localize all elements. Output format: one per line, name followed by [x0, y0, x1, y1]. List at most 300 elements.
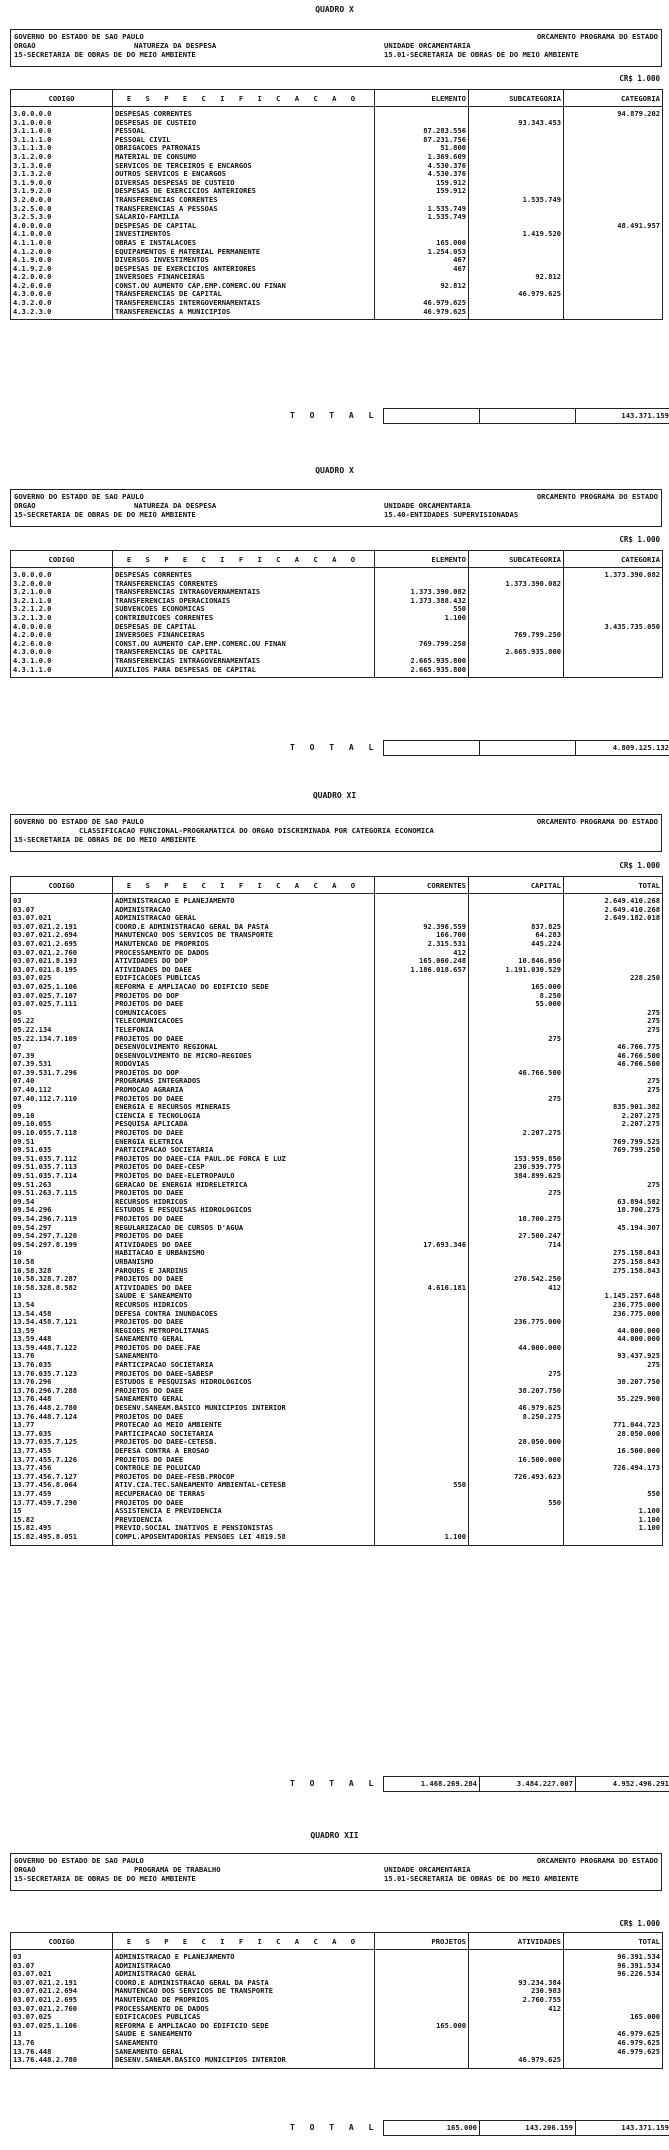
cell-value-1: 467 — [375, 265, 469, 274]
cell-value-1: 1.100 — [375, 614, 469, 623]
cell-value-1: 4.616.181 — [375, 1284, 469, 1293]
table-row — [11, 983, 663, 992]
cell-codigo: 09.51 — [11, 1138, 113, 1147]
cell-codigo: 13.54.458 — [11, 1310, 113, 1319]
cell-especificacao: EDIFICACOES PUBLICAS — [113, 974, 375, 983]
cell-value-3 — [564, 1987, 663, 1996]
table-row — [11, 623, 663, 632]
table-row — [11, 1996, 663, 2005]
cell-value-3: 236.775.000 — [564, 1310, 663, 1319]
cell-codigo: 07.40.112 — [11, 1086, 113, 1095]
cell-value-1 — [375, 1112, 469, 1121]
cell-especificacao: PROJETOS DO DAEE — [113, 1189, 375, 1198]
cell-value-3: 28.050.000 — [564, 1430, 663, 1439]
cell-value-1 — [375, 1043, 469, 1052]
cell-especificacao: PROJETOS DO DAEE — [113, 1275, 375, 1284]
cell-codigo: 13.54.458.7.121 — [11, 1318, 113, 1327]
cell-value-2: 44.000.000 — [469, 1344, 564, 1353]
cell-codigo: 13.76.448 — [11, 2048, 113, 2057]
col-header-codigo: CODIGO — [11, 877, 113, 894]
cell-especificacao: SAUDE E SANEAMENTO — [113, 2030, 375, 2039]
cell-codigo: 13.77.035.7.125 — [11, 1438, 113, 1447]
cell-value-2: 275 — [469, 1189, 564, 1198]
cell-value-1 — [375, 1138, 469, 1147]
cell-especificacao: ATIVIDADES DO DAEE — [113, 1241, 375, 1250]
cell-value-1 — [375, 1095, 469, 1104]
orgao-label: ORGAO — [14, 41, 36, 50]
cell-value-1 — [375, 631, 469, 640]
cell-value-2 — [469, 239, 564, 248]
cell-value-2 — [469, 222, 564, 231]
cell-codigo: 4.2.6.0.0 — [11, 282, 113, 291]
cell-especificacao: TRANSFERENCIAS INTERGOVERNAMENTAIS — [113, 299, 375, 308]
cell-value-1 — [375, 1473, 469, 1482]
cell-especificacao: PROCESSAMENTO DE DADOS — [113, 2005, 375, 2014]
cell-value-3: 2.207.275 — [564, 1120, 663, 1129]
orcamento-label: ORCAMENTO PROGRAMA DO ESTADO — [536, 817, 658, 826]
cell-value-2 — [469, 1395, 564, 1404]
cell-value-2 — [469, 1490, 564, 1499]
table-row — [11, 1421, 663, 1430]
cell-value-1 — [375, 1017, 469, 1026]
cell-value-3: 94.879.202 — [564, 107, 663, 119]
cell-especificacao: DESPESAS CORRENTES — [113, 568, 375, 580]
cell-value-3 — [564, 1413, 663, 1422]
cell-value-3 — [564, 1189, 663, 1198]
cell-value-2 — [469, 894, 564, 906]
cell-value-1 — [375, 1163, 469, 1172]
col-header-categoria: CATEGORIA — [564, 551, 663, 568]
col-header-subcategoria: SUBCATEGORIA — [469, 551, 564, 568]
cell-value-1 — [375, 1464, 469, 1473]
cell-value-1 — [375, 1129, 469, 1138]
cell-value-2 — [469, 127, 564, 136]
cell-value-3: 275.158.843 — [564, 1267, 663, 1276]
table-row — [11, 1481, 663, 1490]
cell-especificacao: MATERIAL DE CONSUMO — [113, 153, 375, 162]
cell-value-3 — [564, 1456, 663, 1465]
cell-value-1 — [375, 1344, 469, 1353]
cell-especificacao: DESENV.SANEAM.BASICO MUNICIPIOS INTERIOR — [113, 1404, 375, 1413]
cell-codigo: 05.22.134 — [11, 1026, 113, 1035]
cell-value-3 — [564, 187, 663, 196]
cell-value-3 — [564, 1215, 663, 1224]
cell-value-3 — [564, 992, 663, 1001]
cell-codigo: 13.76.035.7.123 — [11, 1370, 113, 1379]
cell-codigo: 3.2.1.1.0 — [11, 597, 113, 606]
cell-value-2: 1.419.520 — [469, 230, 564, 239]
cell-value-3: 46.766.500 — [564, 1060, 663, 1069]
cell-value-3 — [564, 144, 663, 153]
table-row — [11, 1499, 663, 1508]
cell-especificacao: PROJETOS DO DAEE.FAE — [113, 1344, 375, 1353]
cell-value-2 — [469, 1421, 564, 1430]
cell-codigo: 03 — [11, 1950, 113, 1962]
cell-value-2 — [469, 914, 564, 923]
cell-codigo: 13.54 — [11, 1301, 113, 1310]
table-row — [11, 162, 663, 171]
cell-especificacao: TRANSFERENCIAS DE CAPITAL — [113, 648, 375, 657]
cell-value-1: 1.186.018.657 — [375, 966, 469, 975]
col-header-correntes: CORRENTES — [375, 877, 469, 894]
cell-especificacao: SANEAMENTO GERAL — [113, 1335, 375, 1344]
cell-especificacao: TRANSFERENCIAS A MUNICIPIOS — [113, 308, 375, 320]
cell-value-1 — [375, 2039, 469, 2048]
cell-value-3: 1.100 — [564, 1507, 663, 1516]
table-row — [11, 1043, 663, 1052]
cell-especificacao: ATIVIDADES DO DAEE — [113, 966, 375, 975]
table-row — [11, 127, 663, 136]
cell-value-1: 165.000 — [375, 239, 469, 248]
cell-value-2: 412 — [469, 2005, 564, 2014]
table-row — [11, 949, 663, 958]
cell-codigo: 13.76.296 — [11, 1378, 113, 1387]
report-name: PROGRAMA DE TRABALHO — [134, 1865, 221, 1874]
quadro-title: QUADRO X — [315, 466, 354, 475]
cell-value-3 — [564, 153, 663, 162]
cell-codigo: 03.07.021.2.695 — [11, 940, 113, 949]
cell-value-3 — [564, 1318, 663, 1327]
cell-codigo: 10.58 — [11, 1258, 113, 1267]
cell-value-1: 769.799.250 — [375, 640, 469, 649]
orgao-name: 15-SECRETARIA DE OBRAS DE DO MEIO AMBIENTE — [14, 835, 196, 844]
cell-value-3: 275 — [564, 1086, 663, 1095]
cell-value-1: 1.535.749 — [375, 213, 469, 222]
cell-value-1: 1.100 — [375, 1533, 469, 1545]
cell-codigo: 4.2.0.0.0 — [11, 273, 113, 282]
col-header-capital: CAPITAL — [469, 877, 564, 894]
cell-especificacao: SAUDE E SANEAMENTO — [113, 1292, 375, 1301]
cell-value-3 — [564, 170, 663, 179]
cell-value-1 — [375, 914, 469, 923]
cell-value-1 — [375, 1224, 469, 1233]
cell-value-1: 412 — [375, 949, 469, 958]
cell-especificacao: INVERSOES FINANCEIRAS — [113, 273, 375, 282]
cell-value-2 — [469, 248, 564, 257]
cell-value-2: 2.665.935.800 — [469, 648, 564, 657]
cell-value-3 — [564, 205, 663, 214]
cell-value-1 — [375, 1370, 469, 1379]
cell-codigo: 15.82.495.8.051 — [11, 1533, 113, 1545]
cell-value-1 — [375, 1361, 469, 1370]
cell-value-2 — [469, 1120, 564, 1129]
cell-value-1 — [375, 1524, 469, 1533]
cell-especificacao: PROTECAO AO MEIO AMBIENTE — [113, 1421, 375, 1430]
cell-value-3 — [564, 256, 663, 265]
gov-label: GOVERNO DO ESTADO DE SAO PAULO — [14, 32, 144, 41]
table-row — [11, 1077, 663, 1086]
cell-codigo: 03.07.025.7.111 — [11, 1000, 113, 1009]
table-row — [11, 1524, 663, 1533]
cell-codigo: 3.2.5.0.0 — [11, 205, 113, 214]
cell-value-1 — [375, 1035, 469, 1044]
cell-value-3 — [564, 1979, 663, 1988]
cell-especificacao: PROMOCAO AGRARIA — [113, 1086, 375, 1095]
table-row — [11, 605, 663, 614]
cell-codigo: 03.07.021.2.191 — [11, 1979, 113, 1988]
cell-value-1 — [375, 1996, 469, 2005]
cell-value-2: 2.760.755 — [469, 1996, 564, 2005]
table-row — [11, 1017, 663, 1026]
cell-especificacao: DESPESAS DE CUSTEIO — [113, 119, 375, 128]
cell-value-2 — [469, 1361, 564, 1370]
cell-value-3 — [564, 1499, 663, 1508]
table-row — [11, 1301, 663, 1310]
table-row — [11, 1516, 663, 1525]
cell-value-3 — [564, 2022, 663, 2031]
cell-value-1 — [375, 1413, 469, 1422]
cell-value-2 — [469, 1292, 564, 1301]
orcamento-label: ORCAMENTO PROGRAMA DO ESTADO — [536, 1856, 658, 1865]
unidade-label: UNIDADE ORCAMENTARIA — [384, 41, 471, 50]
cell-codigo: 4.1.0.0.0 — [11, 230, 113, 239]
cell-value-1 — [375, 1516, 469, 1525]
cell-especificacao: PROJETOS DO DAEE — [113, 1232, 375, 1241]
cell-value-3: 46.979.625 — [564, 2048, 663, 2057]
table-row — [11, 2030, 663, 2039]
cell-especificacao: RODOVIAS — [113, 1060, 375, 1069]
cell-codigo: 09.51.263.7.115 — [11, 1189, 113, 1198]
cell-value-3 — [564, 1241, 663, 1250]
cell-value-2: 16.500.000 — [469, 1456, 564, 1465]
cell-value-3 — [564, 230, 663, 239]
cell-especificacao: PROJETOS DO DAEE — [113, 1129, 375, 1138]
cell-value-2: 714 — [469, 1241, 564, 1250]
cell-value-1: 87.283.556 — [375, 127, 469, 136]
cell-value-2 — [469, 107, 564, 119]
cell-especificacao: DIVERSAS DESPESAS DE CUSTEIO — [113, 179, 375, 188]
cell-value-2: 46.979.625 — [469, 290, 564, 299]
cell-codigo: 13.76 — [11, 2039, 113, 2048]
cell-value-2 — [469, 1516, 564, 1525]
cell-value-1: 1.373.388.432 — [375, 597, 469, 606]
cell-codigo: 3.0.0.0.0 — [11, 107, 113, 119]
cell-value-3 — [564, 2056, 663, 2068]
cell-especificacao: EQUIPAMENTOS E MATERIAL PERMANENTE — [113, 248, 375, 257]
cell-value-2 — [469, 170, 564, 179]
cell-codigo: 13.77.456 — [11, 1464, 113, 1473]
cell-value-3 — [564, 597, 663, 606]
cell-codigo: 09.10 — [11, 1112, 113, 1121]
cell-codigo: 03.07.021 — [11, 1970, 113, 1979]
cell-value-3: 3.435.735.050 — [564, 623, 663, 632]
cell-codigo: 09.51.035.7.113 — [11, 1163, 113, 1172]
cell-value-1 — [375, 119, 469, 128]
cell-value-2 — [469, 1103, 564, 1112]
total-label: T O T A L — [290, 2123, 379, 2132]
cell-value-3 — [564, 1275, 663, 1284]
cell-codigo: 03.07.021.2.694 — [11, 931, 113, 940]
cell-value-1 — [375, 1378, 469, 1387]
cell-especificacao: RECURSOS HIDRICOS — [113, 1198, 375, 1207]
cell-especificacao: REFORMA E AMPLIACAO DO EDIFICIO SEDE — [113, 983, 375, 992]
cell-codigo: 09.54.296.7.119 — [11, 1215, 113, 1224]
cell-value-3 — [564, 127, 663, 136]
table-row — [11, 1181, 663, 1190]
cell-value-2 — [469, 605, 564, 614]
data-table — [10, 876, 663, 1546]
cell-value-3 — [564, 1996, 663, 2005]
table-row — [11, 1232, 663, 1241]
cell-especificacao: PROJETOS DO DOP — [113, 992, 375, 1001]
cell-value-1 — [375, 1267, 469, 1276]
cell-especificacao: SANEAMENTO — [113, 2039, 375, 2048]
cell-value-2: 46.766.500 — [469, 1069, 564, 1078]
total-correntes: 1.468.269.284 — [384, 1777, 480, 1791]
cell-codigo: 13.77.456.8.064 — [11, 1481, 113, 1490]
table-row — [11, 1464, 663, 1473]
cell-value-2: 230.983 — [469, 1987, 564, 1996]
table-row — [11, 1155, 663, 1164]
cell-value-2 — [469, 1962, 564, 1971]
table-row — [11, 906, 663, 915]
cell-especificacao: TRANSFERENCIAS INTRAGOVERNAMENTAIS — [113, 657, 375, 666]
cell-value-2: 18.700.275 — [469, 1215, 564, 1224]
table-row — [11, 1095, 663, 1104]
cell-value-1: 51.800 — [375, 144, 469, 153]
cell-especificacao: ESTUDOS E PESQUISAS HIDROLOGICOS — [113, 1378, 375, 1387]
cell-value-3 — [564, 631, 663, 640]
cell-value-3 — [564, 983, 663, 992]
cell-value-3: 46.766.775 — [564, 1043, 663, 1052]
cell-value-2: 27.500.247 — [469, 1232, 564, 1241]
cell-especificacao: ATIVIDADES DO DOP — [113, 957, 375, 966]
cell-especificacao: DIVERSOS INVESTIMENTOS — [113, 256, 375, 265]
cell-value-3 — [564, 588, 663, 597]
cell-value-2 — [469, 205, 564, 214]
table-row — [11, 2022, 663, 2031]
cell-value-3: 2.649.182.018 — [564, 914, 663, 923]
table-row — [11, 580, 663, 589]
quadro-title: QUADRO XI — [312, 791, 357, 800]
cell-codigo: 4.2.0.0.0 — [11, 631, 113, 640]
cell-codigo: 15.82.495 — [11, 1524, 113, 1533]
cell-value-3 — [564, 299, 663, 308]
cell-value-3 — [564, 239, 663, 248]
cell-value-1: 1.369.609 — [375, 153, 469, 162]
cell-codigo: 3.2.0.0.0 — [11, 580, 113, 589]
cell-value-3 — [564, 1232, 663, 1241]
cell-value-1 — [375, 1069, 469, 1078]
total-categoria: 143.371.159 — [621, 411, 669, 420]
cell-especificacao: CONST.OU AUMENTO CAP.EMP.COMERC.OU FINAN — [113, 282, 375, 291]
cell-value-2: 1.535.749 — [469, 196, 564, 205]
cell-value-3 — [564, 248, 663, 257]
orgao-name: 15-SECRETARIA DE OBRAS DE DO MEIO AMBIENTE — [14, 50, 196, 59]
table-row — [11, 1318, 663, 1327]
cell-value-2 — [469, 1481, 564, 1490]
table-row — [11, 914, 663, 923]
cell-especificacao: COMUNICACOES — [113, 1009, 375, 1018]
currency-unit: CR$ 1.000 — [619, 535, 660, 544]
cell-value-1 — [375, 1310, 469, 1319]
cell-value-2: 236.775.000 — [469, 1318, 564, 1327]
cell-value-3: 2.207.275 — [564, 1112, 663, 1121]
cell-value-1 — [375, 1395, 469, 1404]
table-header-row — [11, 1933, 663, 1950]
cell-value-2 — [469, 1533, 564, 1545]
table-row — [11, 248, 663, 257]
cell-codigo: 4.2.6.0.0 — [11, 640, 113, 649]
cell-value-3 — [564, 265, 663, 274]
cell-value-2 — [469, 1352, 564, 1361]
table-header-row — [11, 877, 663, 894]
cell-value-1 — [375, 1060, 469, 1069]
cell-value-3: 275 — [564, 1009, 663, 1018]
cell-value-2: 165.000 — [469, 983, 564, 992]
table-row — [11, 1249, 663, 1258]
cell-value-2 — [469, 1198, 564, 1207]
cell-value-2: 28.050.000 — [469, 1438, 564, 1447]
orgao-name: 15-SECRETARIA DE OBRAS DE DO MEIO AMBIENTE — [14, 510, 196, 519]
cell-value-3: 1.100 — [564, 1516, 663, 1525]
cell-value-1: 1.254.053 — [375, 248, 469, 257]
cell-value-3 — [564, 1163, 663, 1172]
table-row — [11, 1310, 663, 1319]
cell-value-2 — [469, 187, 564, 196]
cell-value-3 — [564, 1035, 663, 1044]
cell-especificacao: COORD.E ADMINISTRACAO GERAL DA PASTA — [113, 923, 375, 932]
cell-codigo: 09.51.263 — [11, 1181, 113, 1190]
cell-value-3 — [564, 923, 663, 932]
cell-codigo: 10.58.328.7.287 — [11, 1275, 113, 1284]
cell-value-1: 166.700 — [375, 931, 469, 940]
cell-codigo: 03.07.021 — [11, 914, 113, 923]
cell-codigo: 4.3.1.0.0 — [11, 657, 113, 666]
total-categoria: 4.809.125.132 — [612, 743, 669, 752]
table-row — [11, 1361, 663, 1370]
cell-codigo: 03.07.025.7.107 — [11, 992, 113, 1001]
cell-especificacao: PROJETOS DO DAEE — [113, 1095, 375, 1104]
cell-codigo: 13.77.455 — [11, 1447, 113, 1456]
cell-especificacao: PROJETOS DO DAEE — [113, 1000, 375, 1009]
cell-especificacao: ADMINISTRACAO GERAL — [113, 1970, 375, 1979]
cell-value-3 — [564, 1387, 663, 1396]
cell-especificacao: COMPL.APOSENTADORIAS PENSOES LEI 4819.58 — [113, 1533, 375, 1545]
table-row — [11, 1275, 663, 1284]
cell-value-2: 384.899.625 — [469, 1172, 564, 1181]
cell-value-3 — [564, 136, 663, 145]
table-row — [11, 1241, 663, 1250]
cell-especificacao: ENERGIA ELETRICA — [113, 1138, 375, 1147]
cell-value-3: 46.979.625 — [564, 2039, 663, 2048]
cell-value-3: 771.044.723 — [564, 1421, 663, 1430]
cell-value-3: 18.700.275 — [564, 1206, 663, 1215]
cell-value-1: 2.665.935.800 — [375, 666, 469, 678]
cell-value-3: 96.391.534 — [564, 1950, 663, 1962]
cell-value-3 — [564, 580, 663, 589]
cell-especificacao: CIENCIA E TECNOLOGIA — [113, 1112, 375, 1121]
cell-especificacao: PESSOAL — [113, 127, 375, 136]
cell-especificacao: MANUTENCAO DOS SERVICOS DE TRANSPORTE — [113, 931, 375, 940]
cell-value-2: 2.207.275 — [469, 1129, 564, 1138]
table-row — [11, 1387, 663, 1396]
table-row — [11, 187, 663, 196]
cell-value-2 — [469, 1077, 564, 1086]
cell-value-2: 275 — [469, 1095, 564, 1104]
cell-codigo: 09.51.035.7.114 — [11, 1172, 113, 1181]
table-row — [11, 1327, 663, 1336]
cell-especificacao: INVESTIMENTOS — [113, 230, 375, 239]
cell-codigo: 3.2.1.0.0 — [11, 588, 113, 597]
col-header-total: TOTAL — [564, 1933, 663, 1950]
cell-especificacao: PARTICIPACAO SOCIETARIA — [113, 1361, 375, 1370]
total-capital: 3.484.227.007 — [480, 1777, 576, 1791]
cell-value-2 — [469, 1146, 564, 1155]
cell-especificacao: REFORMA E AMPLIACAO DO EDIFICIO SEDE — [113, 2022, 375, 2031]
cell-value-2 — [469, 1950, 564, 1962]
total-geral: 4.952.496.291 — [612, 1779, 669, 1788]
